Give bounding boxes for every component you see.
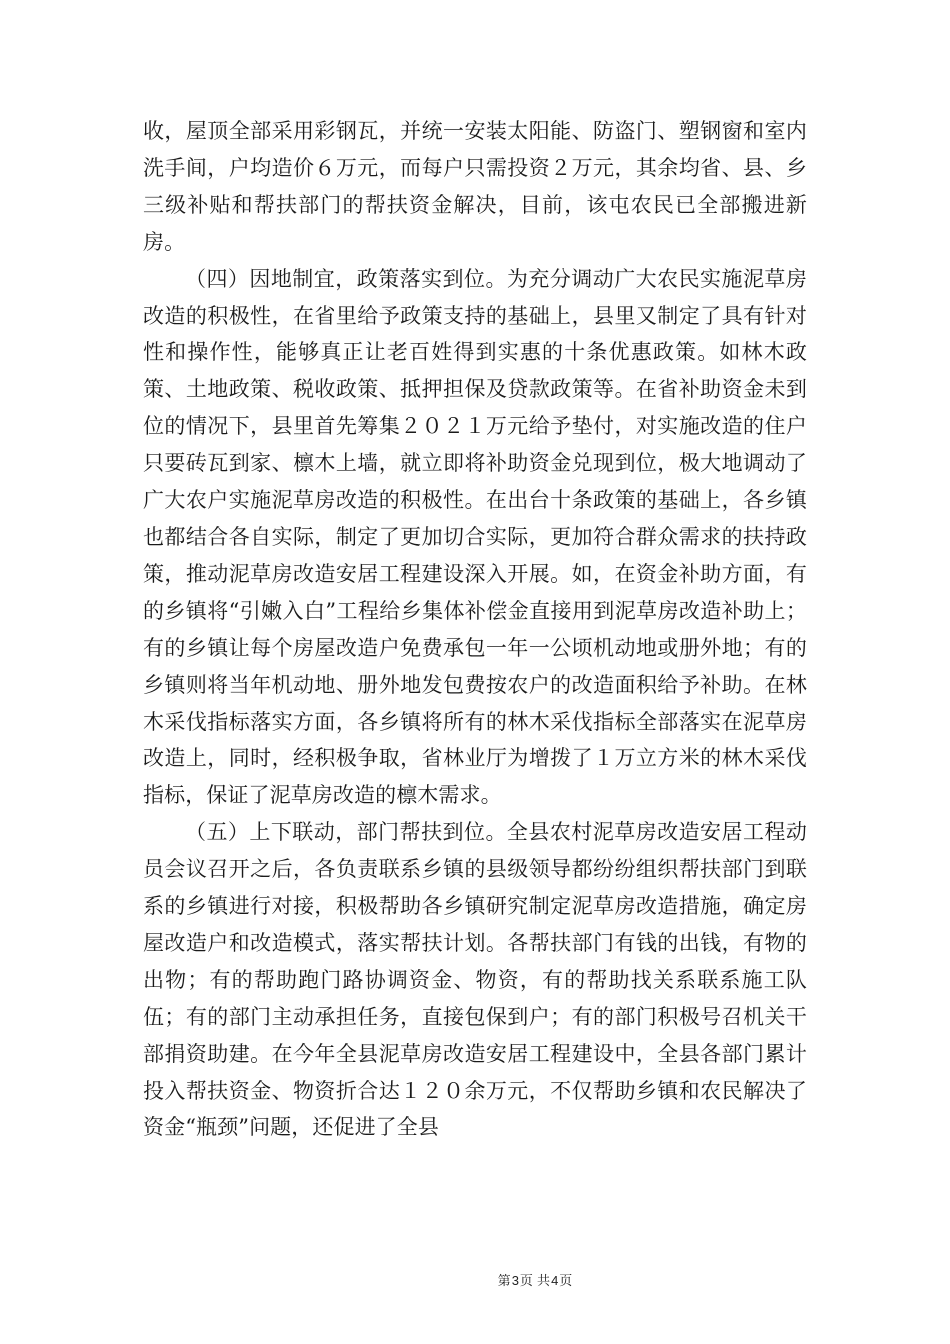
footer-prefix: 第: [497, 1274, 511, 1289]
paragraph-2: （四）因地制宜，政策落实到位。为充分调动广大农民实施泥草房改造的积极性，在省里给予政策支持的基础上，县里又制定了具有针对性和操作性，能够真正让老百姓得到实惠的十条优惠政策。如林木政策、土地政策、税收政策、抵押担保及贷款政策等。在省补助资金未到位的情况下，县里首先筹集２０２１万元给予垫付，对实施改造的住户只要砖瓦到家、檩木上墙，就立即将补助资金兑现到位，极大地调动了广大农户实施泥草房改造的积极性。在出台十条政策的基础上，各乡镇也都结合各自实际，制定了更加切合实际，更加符合群众需求的扶持政策，推动泥草房改造安居工程建设深入开展。如，在资金补助方面，有的乡镇将“引嫩入白”工程给乡集体补偿金直接用到泥草房改造补助上；有的乡镇让每个房屋改造户免费承包一年一公顷机动地或册外地；有的乡镇则将当年机动地、册外地发包费按农户的改造面积给予补助。在林木采伐指标落实方面，各乡镇将所有的林木采伐指标全部落实在泥草房改造上，同时，经积极争取，省林业厅为增拨了１万立方米的林木采伐指标，保证了泥草房改造的檩木需求。: [143, 266, 807, 808]
footer-total-pages: 4: [551, 1273, 559, 1288]
document-body: [143, 113, 807, 1146]
paragraph-3: （五）上下联动，部门帮扶到位。全县农村泥草房改造安居工程动员会议召开之后，各负责联系乡镇的县级领导都纷纷组织帮扶部门到联系的乡镇进行对接，积极帮助各乡镇研究制定泥草房改造措施，确定房屋改造户和改造模式，落实帮扶计划。各帮扶部门有钱的出钱，有物的出物；有的帮助跑门路协调资金、物资，有的帮助找关系联系施工队伍；有的部门主动承担任务，直接包保到户；有的部门积极号召机关干部捐资助建。在今年全县泥草房改造安居工程建设中，全县各部门累计投入帮扶资金、物资折合达１２０余万元，不仅帮助乡镇和农民解决了资金“瓶颈”问题，还促进了全县: [143, 820, 807, 1140]
footer-current-page: 3: [511, 1273, 519, 1288]
footer-suffix: 页: [559, 1274, 573, 1289]
page-footer: [0, 1272, 950, 1291]
footer-middle: 页 共: [519, 1274, 551, 1289]
paragraph-1: 收，屋顶全部采用彩钢瓦，并统一安装太阳能、防盗门、塑钢窗和室内洗手间，户均造价６万元，而每户只需投资２万元，其余均省、县、乡三级补贴和帮扶部门的帮扶资金解决，目前，该屯农民已全部搬进新房。: [143, 119, 807, 254]
